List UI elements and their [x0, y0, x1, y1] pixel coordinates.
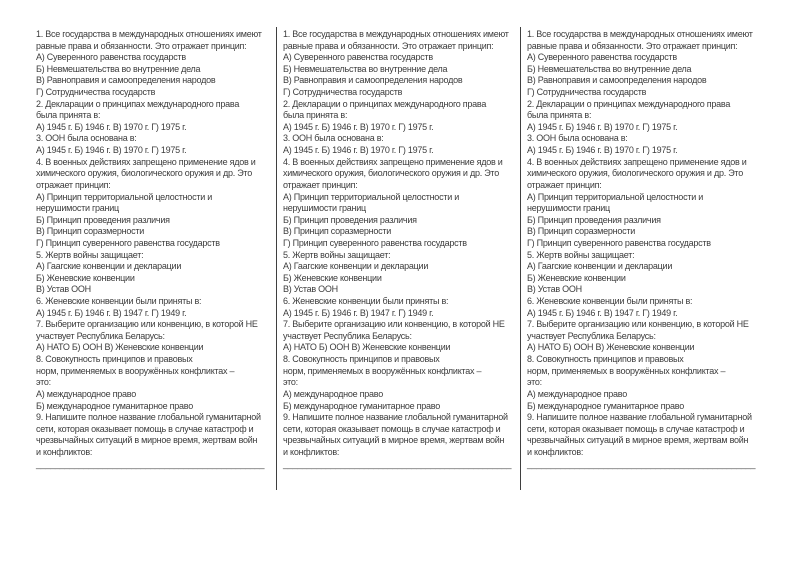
- quiz-line: А) Гаагские конвенции и декларации: [283, 261, 429, 272]
- quiz-line: В) Устав ООН: [36, 284, 91, 295]
- quiz-line: А) НАТО Б) ООН В) Женевские конвенции: [36, 342, 204, 353]
- quiz-line: 1. Все государства в международных отношениях имеют: [527, 29, 753, 39]
- quiz-line: А) 1945 г. Б) 1946 г. В) 1970 г. Г) 1975 г.: [527, 121, 678, 132]
- quiz-line: В) Устав ООН: [527, 284, 582, 295]
- quiz-line: и конфликтов:: [527, 446, 584, 457]
- quiz-line: А) 1945 г. Б) 1946 г. В) 1970 г. Г) 1975 г.: [36, 121, 187, 132]
- quiz-line: ________________________________________________: [36, 458, 265, 469]
- quiz-line: В) Принцип соразмерности: [36, 226, 144, 237]
- quiz-line: Б) Принцип проведения различия: [527, 214, 661, 225]
- quiz-line: Г) Принцип суверенного равенства государств: [527, 237, 711, 248]
- quiz-line: А) 1945 г. Б) 1946 г. В) 1947 г. Г) 1949 г.: [283, 307, 434, 318]
- quiz-line: А) Принцип территориальной целостности и: [283, 191, 459, 202]
- quiz-line: А) 1945 г. Б) 1946 г. В) 1970 г. Г) 1975 г.: [527, 145, 678, 156]
- quiz-line: это:: [283, 377, 298, 388]
- quiz-line: чрезвычайных ситуаций в мирное время, жертвам войн: [283, 435, 505, 446]
- quiz-line: участвует Республика Беларусь:: [36, 330, 165, 341]
- quiz-line: химического оружия, биологического оружия и др. Это: [36, 168, 252, 179]
- quiz-line: Г) Принцип суверенного равенства государств: [283, 237, 467, 248]
- quiz-line: А) Суверенного равенства государств: [36, 52, 186, 63]
- quiz-line: 9. Напишите полное название глобальной гуманитарной: [527, 412, 752, 423]
- quiz-line: В) Принцип соразмерности: [283, 226, 391, 237]
- quiz-line: Б) Невмешательства во внутренние дела: [527, 63, 692, 74]
- quiz-line: 9. Напишите полное название глобальной гуманитарной: [36, 412, 261, 423]
- quiz-line: Б) международное гуманитарное право: [527, 400, 684, 411]
- quiz-line: А) международное право: [36, 388, 136, 399]
- quiz-line: В) Устав ООН: [283, 284, 338, 295]
- quiz-line: нерушимости границ: [283, 203, 366, 214]
- quiz-line: отражает принцип:: [36, 179, 111, 190]
- quiz-line: 9. Напишите полное название глобальной гуманитарной: [283, 412, 508, 423]
- quiz-line: А) 1945 г. Б) 1946 г. В) 1970 г. Г) 1975 г.: [36, 145, 187, 156]
- quiz-line: 7. Выберите организацию или конвенцию, в которой НЕ: [36, 319, 258, 330]
- quiz-line: Г) Сотрудничества государств: [36, 87, 156, 98]
- quiz-line: отражает принцип:: [283, 179, 358, 190]
- quiz-line: 6. Женевские конвенции были приняты в:: [527, 296, 693, 307]
- quiz-line: отражает принцип:: [527, 179, 602, 190]
- quiz-line: норм, применяемых в вооружённых конфликтах –: [36, 365, 235, 376]
- quiz-line: была принята в:: [36, 110, 101, 121]
- quiz-line: равные права и обязанности. Это отражает принцип:: [527, 40, 738, 51]
- quiz-line: А) Суверенного равенства государств: [283, 52, 433, 63]
- quiz-line: и конфликтов:: [36, 446, 93, 457]
- quiz-line: норм, применяемых в вооружённых конфликтах –: [283, 365, 482, 376]
- quiz-line: химического оружия, биологического оружия и др. Это: [527, 168, 743, 179]
- quiz-line: Г) Сотрудничества государств: [283, 87, 403, 98]
- quiz-line: А) 1945 г. Б) 1946 г. В) 1947 г. Г) 1949 г.: [36, 307, 187, 318]
- quiz-line: А) Суверенного равенства государств: [527, 52, 677, 63]
- quiz-line: 4. В военных действиях запрещено применение ядов и: [36, 156, 256, 167]
- quiz-line: Б) Женевские конвенции: [36, 272, 135, 283]
- quiz-line: была принята в:: [283, 110, 348, 121]
- quiz-line: сети, которая оказывает помощь в случае катастроф и: [36, 423, 254, 434]
- quiz-line: 4. В военных действиях запрещено применение ядов и: [283, 156, 503, 167]
- quiz-line: Г) Сотрудничества государств: [527, 87, 647, 98]
- quiz-line: Б) Невмешательства во внутренние дела: [283, 63, 448, 74]
- quiz-line: А) НАТО Б) ООН В) Женевские конвенции: [527, 342, 695, 353]
- quiz-line: А) Гаагские конвенции и декларации: [36, 261, 182, 272]
- quiz-line: 7. Выберите организацию или конвенцию, в которой НЕ: [283, 319, 505, 330]
- quiz-lines: [36, 29, 272, 470]
- quiz-line: была принята в:: [527, 110, 592, 121]
- quiz-line: участвует Республика Беларусь:: [283, 330, 412, 341]
- quiz-line: равные права и обязанности. Это отражает принцип:: [36, 40, 247, 51]
- quiz-line: нерушимости границ: [36, 203, 119, 214]
- quiz-line: Б) международное гуманитарное право: [36, 400, 193, 411]
- quiz-line: 1. Все государства в международных отношениях имеют: [283, 29, 509, 39]
- quiz-line: равные права и обязанности. Это отражает принцип:: [283, 40, 494, 51]
- quiz-line: 3. ООН была основана в:: [283, 133, 384, 144]
- quiz-lines: [527, 29, 767, 470]
- quiz-line: 7. Выберите организацию или конвенцию, в которой НЕ: [527, 319, 749, 330]
- quiz-line: 3. ООН была основана в:: [527, 133, 628, 144]
- quiz-line: ________________________________________________: [527, 458, 756, 469]
- quiz-line: 2. Декларации о принципах международного права: [36, 98, 240, 109]
- quiz-lines: [283, 29, 516, 470]
- quiz-line: 4. В военных действиях запрещено применение ядов и: [527, 156, 747, 167]
- quiz-line: А) Принцип территориальной целостности и: [527, 191, 703, 202]
- quiz-line: 8. Совокупность принципов и правовых: [36, 354, 193, 365]
- quiz-line: А) НАТО Б) ООН В) Женевские конвенции: [283, 342, 451, 353]
- quiz-line: 5. Жертв войны защищает:: [283, 249, 391, 260]
- quiz-line: 6. Женевские конвенции были приняты в:: [36, 296, 202, 307]
- quiz-line: Б) Принцип проведения различия: [283, 214, 417, 225]
- quiz-line: Б) международное гуманитарное право: [283, 400, 440, 411]
- quiz-line: 6. Женевские конвенции были приняты в:: [283, 296, 449, 307]
- quiz-line: А) международное право: [527, 388, 627, 399]
- quiz-line: А) Принцип территориальной целостности и: [36, 191, 212, 202]
- quiz-copy-1: [30, 27, 277, 490]
- quiz-line: В) Равноправия и самоопределения народов: [36, 75, 216, 86]
- quiz-line: Б) Принцип проведения различия: [36, 214, 170, 225]
- quiz-line: В) Принцип соразмерности: [527, 226, 635, 237]
- quiz-line: 2. Декларации о принципах международного права: [527, 98, 731, 109]
- quiz-line: сети, которая оказывает помощь в случае катастроф и: [527, 423, 745, 434]
- quiz-line: Б) Невмешательства во внутренние дела: [36, 63, 201, 74]
- quiz-copy-3: [521, 27, 771, 490]
- quiz-line: это:: [36, 377, 51, 388]
- quiz-line: сети, которая оказывает помощь в случае катастроф и: [283, 423, 501, 434]
- quiz-line: 1. Все государства в международных отношениях имеют: [36, 29, 262, 39]
- quiz-line: 3. ООН была основана в:: [36, 133, 137, 144]
- quiz-line: В) Равноправия и самоопределения народов: [283, 75, 463, 86]
- quiz-line: и конфликтов:: [283, 446, 340, 457]
- quiz-line: А) 1945 г. Б) 1946 г. В) 1970 г. Г) 1975 г.: [283, 121, 434, 132]
- quiz-line: нерушимости границ: [527, 203, 610, 214]
- quiz-line: ________________________________________________: [283, 458, 512, 469]
- quiz-line: участвует Республика Беларусь:: [527, 330, 656, 341]
- quiz-line: 8. Совокупность принципов и правовых: [283, 354, 440, 365]
- quiz-line: А) 1945 г. Б) 1946 г. В) 1947 г. Г) 1949 г.: [527, 307, 678, 318]
- quiz-line: норм, применяемых в вооружённых конфликтах –: [527, 365, 726, 376]
- quiz-line: Б) Женевские конвенции: [527, 272, 626, 283]
- quiz-line: А) 1945 г. Б) 1946 г. В) 1970 г. Г) 1975 г.: [283, 145, 434, 156]
- quiz-line: Г) Принцип суверенного равенства государств: [36, 237, 220, 248]
- quiz-copy-2: [277, 27, 521, 490]
- quiz-line: 5. Жертв войны защищает:: [36, 249, 144, 260]
- quiz-line: А) Гаагские конвенции и декларации: [527, 261, 673, 272]
- quiz-line: А) международное право: [283, 388, 383, 399]
- quiz-line: чрезвычайных ситуаций в мирное время, жертвам войн: [527, 435, 749, 446]
- quiz-line: 2. Декларации о принципах международного права: [283, 98, 487, 109]
- quiz-line: Б) Женевские конвенции: [283, 272, 382, 283]
- quiz-line: химического оружия, биологического оружия и др. Это: [283, 168, 499, 179]
- quiz-sheet: [30, 27, 771, 490]
- quiz-line: В) Равноправия и самоопределения народов: [527, 75, 707, 86]
- quiz-line: 5. Жертв войны защищает:: [527, 249, 635, 260]
- quiz-line: чрезвычайных ситуаций в мирное время, жертвам войн: [36, 435, 258, 446]
- quiz-line: это:: [527, 377, 542, 388]
- quiz-line: 8. Совокупность принципов и правовых: [527, 354, 684, 365]
